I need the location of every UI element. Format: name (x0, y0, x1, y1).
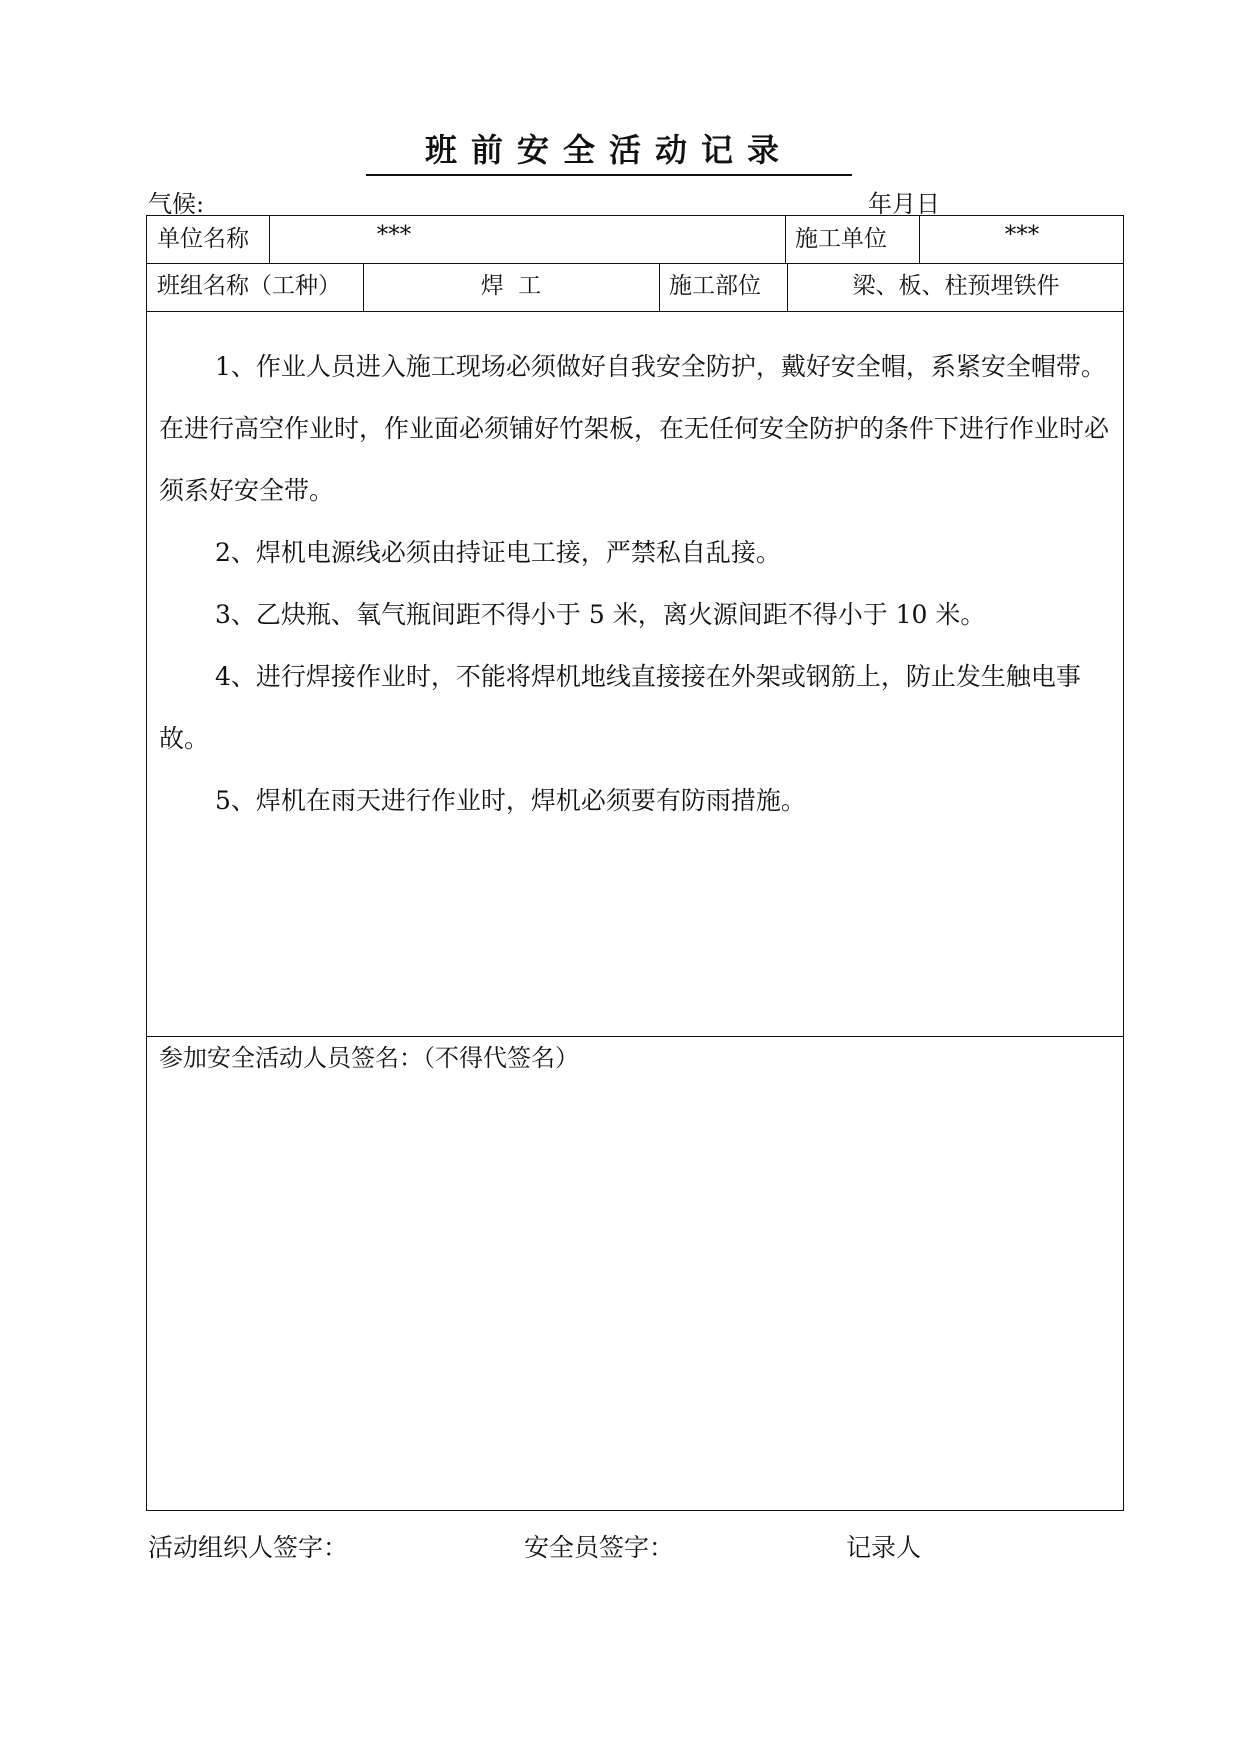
document-title: 班前安全活动记录 (366, 126, 852, 176)
row-divider (147, 311, 1123, 312)
date-label: 年月日 (868, 190, 940, 218)
section-divider (147, 1036, 1123, 1037)
signature-section-label: 参加安全活动人员签名：（不得代签名） (159, 1044, 579, 1072)
safety-officer-signature-label: 安全员签字： (524, 1533, 675, 1562)
safety-item: 1、作业人员进入施工现场必须做好自我安全防护，戴好安全帽，系紧安全帽带。在进行高空作业时，作业面必须铺好竹架板，在无任何安全防护的条件下进行作业时必须系好安全带。 (159, 352, 1110, 505)
record-table (146, 215, 1124, 1511)
construction-unit-value: *** (1004, 222, 1040, 248)
unit-name-label: 单位名称 (157, 226, 249, 252)
safety-item: 2、焊机电源线必须由持证电工接，严禁私自乱接。 (215, 538, 781, 567)
safety-item: 3、乙炔瓶、氧气瓶间距不得小于 5 米，离火源间距不得小于 10 米。 (215, 600, 986, 629)
construction-unit-label: 施工单位 (795, 226, 887, 252)
organizer-signature-label: 活动组织人签字： (148, 1533, 349, 1562)
recorder-label: 记录人 (846, 1533, 922, 1562)
column-divider (785, 216, 786, 263)
location-label: 施工部位 (669, 273, 761, 299)
weather-label: 气候: (148, 190, 205, 218)
unit-name-value: *** (376, 222, 412, 248)
safety-item: 4、进行焊接作业时，不能将焊机地线直接接在外架或钢筋上，防止发生触电事故。 (159, 662, 1081, 753)
safety-item: 5、焊机在雨天进行作业时，焊机必须要有防雨措施。 (215, 786, 806, 815)
column-divider (659, 263, 660, 311)
team-value: 焊 工 (480, 273, 542, 299)
team-label: 班组名称（工种） (157, 273, 341, 299)
location-value: 梁、板、柱预埋铁件 (852, 273, 1060, 299)
safety-content (159, 336, 1115, 832)
